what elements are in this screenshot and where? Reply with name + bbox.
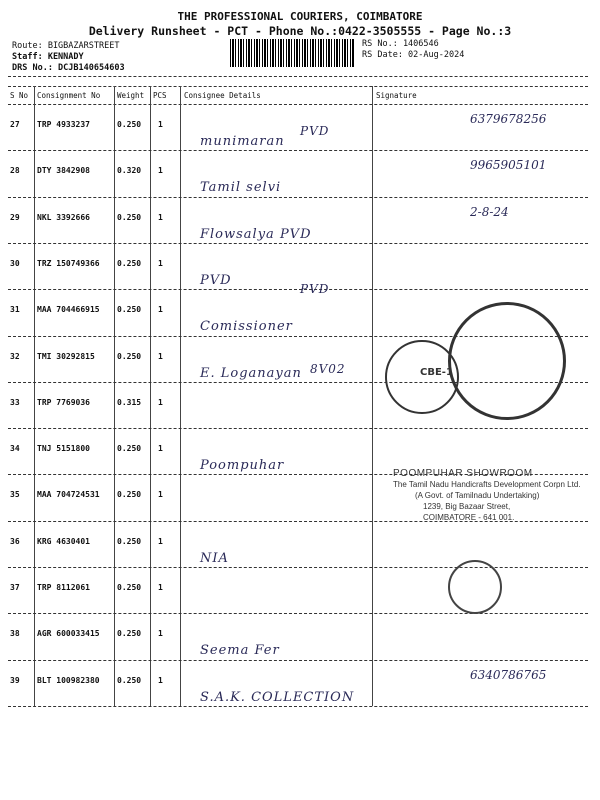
row-consignee-handwritten: S.A.K. COLLECTION <box>200 689 355 705</box>
route-label: Route: BIGBAZARSTREET <box>12 41 120 51</box>
stamp-line: (A Govt. of Tamilnadu Undertaking) <box>415 491 540 500</box>
col-signature: Signature <box>376 91 417 100</box>
row-divider <box>8 613 588 614</box>
column-header-divider <box>8 104 588 105</box>
showroom-stamp <box>393 468 593 523</box>
row-signature-handwritten: 6379678256 <box>470 112 547 126</box>
row-weight: 0.250 <box>117 120 142 129</box>
row-divider <box>8 289 588 290</box>
row-weight: 0.250 <box>117 536 142 546</box>
company-name: THE PROFESSIONAL COURIERS, COIMBATORE <box>177 10 423 23</box>
header-divider <box>8 86 588 87</box>
row-pcs: 1 <box>158 166 163 176</box>
row-consignment: MAA 704466915 <box>37 305 100 315</box>
row-divider <box>8 150 588 151</box>
row-sno: 27 <box>10 120 20 129</box>
row-consignee-handwritten: E. Loganayan <box>200 365 302 381</box>
stamp-line: 1239, Big Bazaar Street, <box>423 502 511 511</box>
row-pcs: 1 <box>158 351 163 361</box>
row-pcs: 1 <box>158 675 163 685</box>
row-weight: 0.250 <box>117 212 142 222</box>
row-consignment: TRZ 150749366 <box>37 258 100 268</box>
row-consignee-handwritten: Seema Fer <box>200 643 280 659</box>
row-weight: 0.250 <box>117 305 142 315</box>
row-divider <box>8 660 588 661</box>
row-sno: 37 <box>10 583 20 592</box>
row-consignment: MAA 704724531 <box>37 490 100 500</box>
row-sno: 31 <box>10 305 20 315</box>
row-consignment: BLT 100982380 <box>37 675 100 685</box>
row-consignment: TRP 7769036 <box>37 397 90 407</box>
drs-number: DRS No.: DCJB140654603 <box>12 63 125 73</box>
runsheet-title: Delivery Runsheet - PCT - Phone No.:0422-3505555 - Page No.:3 <box>88 24 512 38</box>
row-pcs: 1 <box>158 583 163 592</box>
row-weight: 0.315 <box>117 397 142 407</box>
row-consignee-handwritten: NIA <box>200 550 229 566</box>
round-seal-stamp <box>448 302 566 420</box>
handwritten-note: 8V02 <box>310 362 346 376</box>
stamp-line: POOMPUHAR SHOWROOM <box>393 468 533 479</box>
row-pcs: 1 <box>158 444 163 454</box>
col-weight: Weight <box>117 91 145 100</box>
handwritten-note: PVD <box>300 282 330 296</box>
col-sno: S No <box>10 91 29 100</box>
row-weight: 0.320 <box>117 166 142 176</box>
row-divider <box>8 243 588 244</box>
staff-label: Staff: KENNADY <box>12 52 84 62</box>
row-consignment: TNJ 5151800 <box>37 444 90 454</box>
row-sno: 36 <box>10 536 20 546</box>
row-consignee-handwritten: Comissioner <box>200 319 293 335</box>
row-weight: 0.250 <box>117 583 142 592</box>
row-pcs: 1 <box>158 305 163 315</box>
col-pcs: PCS <box>153 91 167 100</box>
round-stamp-label: CBE-1 <box>420 367 453 378</box>
row-consignment: KRG 4630401 <box>37 536 90 546</box>
row-sno: 34 <box>10 444 20 454</box>
col-consignment: Consignment No <box>37 91 101 100</box>
row-consignee-handwritten: munimaran <box>200 134 285 149</box>
row-consignment: AGR 600033415 <box>37 629 100 639</box>
row-signature-handwritten: 6340786765 <box>470 667 547 682</box>
row-consignee-handwritten: Poompuhar <box>200 458 285 474</box>
row-consignee-handwritten: Flowsalya PVD <box>200 226 312 242</box>
row-sno: 32 <box>10 351 20 361</box>
row-consignee-handwritten: Tamil selvi <box>200 180 282 196</box>
row-weight: 0.250 <box>117 629 142 639</box>
row-consignee-handwritten: PVD <box>200 272 232 288</box>
row-signature-handwritten: 9965905101 <box>470 158 547 173</box>
row-pcs: 1 <box>158 490 163 500</box>
row-consignment: DTY 3842908 <box>37 166 90 176</box>
row-pcs: 1 <box>158 212 163 222</box>
row-divider <box>8 567 588 568</box>
row-weight: 0.250 <box>117 258 142 268</box>
row-pcs: 1 <box>158 536 163 546</box>
row-divider <box>8 428 588 429</box>
rs-number: RS No.: 1406546 <box>362 39 439 49</box>
rs-date: RS Date: 02-Aug-2024 <box>362 50 465 60</box>
row-consignment: TRP 8112061 <box>37 583 90 592</box>
row-weight: 0.250 <box>117 675 142 685</box>
row-weight: 0.250 <box>117 351 142 361</box>
row-consignment: TMI 30292815 <box>37 351 95 361</box>
stamp-line: The Tamil Nadu Handicrafts Development Corpn Ltd. <box>393 480 581 489</box>
row-pcs: 1 <box>158 120 163 129</box>
row-pcs: 1 <box>158 258 163 268</box>
date-stamp <box>448 560 502 614</box>
row-sno: 30 <box>10 258 20 268</box>
row-consignment: NKL 3392666 <box>37 212 90 222</box>
stamp-line: COIMBATORE - 641 001. <box>423 513 515 522</box>
row-sno: 35 <box>10 490 20 500</box>
row-sno: 28 <box>10 166 20 176</box>
row-divider <box>8 706 588 707</box>
row-pcs: 1 <box>158 397 163 407</box>
row-divider <box>8 197 588 198</box>
barcode <box>230 39 355 67</box>
row-sno: 38 <box>10 629 20 639</box>
col-consignee: Consignee Details <box>184 91 261 100</box>
row-signature-handwritten: 2-8-24 <box>470 204 509 219</box>
header-divider <box>8 76 588 77</box>
handwritten-note: PVD <box>300 124 330 138</box>
row-sno: 33 <box>10 397 20 407</box>
row-weight: 0.250 <box>117 490 142 500</box>
row-consignment: TRP 4933237 <box>37 120 90 129</box>
row-weight: 0.250 <box>117 444 142 454</box>
row-pcs: 1 <box>158 629 163 639</box>
row-sno: 39 <box>10 675 20 685</box>
row-sno: 29 <box>10 212 20 222</box>
